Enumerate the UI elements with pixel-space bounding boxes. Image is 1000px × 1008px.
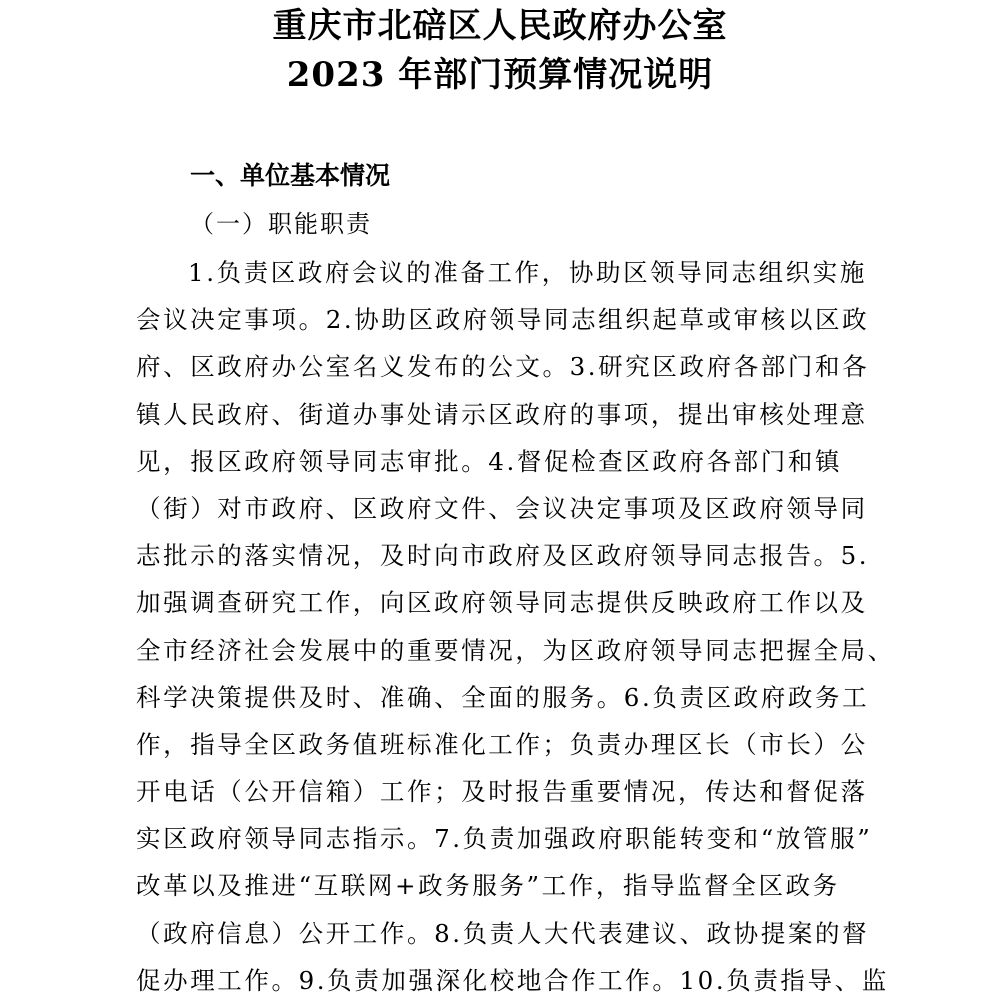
- body-line: 实区政府领导同志指示。7.负责加强政府职能转变和“放管服”: [136, 824, 873, 854]
- document-title-line-2: 2023 年部门预算情况说明: [286, 55, 714, 95]
- body-line: 加强调查研究工作，向区政府领导同志提供反映政府工作以及: [136, 588, 868, 618]
- body-line: 促办理工作。9.负责加强深化校地合作工作。10.负责指导、监: [136, 965, 889, 995]
- subsection-heading: （一）职能职责: [190, 210, 372, 238]
- body-line: 府、区政府办公室名义发布的公文。3.研究区政府各部门和各: [136, 352, 870, 382]
- body-line: （政府信息）公开工作。8.负责人大代表建议、政协提案的督: [136, 918, 870, 948]
- body-line: 会议决定事项。2.协助区政府领导同志组织起草或审核以区政: [136, 305, 870, 335]
- body-line: 见，报区政府领导同志审批。4.督促检查区政府各部门和镇: [136, 446, 843, 476]
- body-line: 开电话（公开信箱）工作；及时报告重要情况，传达和督促落: [136, 777, 868, 807]
- section-heading: 一、单位基本情况: [190, 161, 391, 190]
- body-line: 镇人民政府、街道办事处请示区政府的事项，提出审核处理意: [136, 399, 868, 429]
- body-line: 志批示的落实情况，及时向市政府及区政府领导同志报告。5.: [136, 541, 870, 571]
- body-line: 科学决策提供及时、准确、全面的服务。6.负责区政府政务工: [136, 682, 870, 712]
- body-line: （街）对市政府、区政府文件、会议决定事项及区政府领导同: [136, 493, 868, 523]
- body-line: 改革以及推进“互联网+政务服务”工作，指导监督全区政务: [136, 871, 840, 901]
- body-line: 作，指导全区政务值班标准化工作；负责办理区长（市长）公: [136, 729, 868, 759]
- document-title-line-1: 重庆市北碚区人民政府办公室: [272, 6, 728, 46]
- body-line: 1.负责区政府会议的准备工作，协助区领导同志组织实施: [188, 258, 867, 287]
- body-line: 全市经济社会发展中的重要情况，为区政府领导同志把握全局、: [136, 635, 895, 665]
- body-text: [136, 253, 996, 1008]
